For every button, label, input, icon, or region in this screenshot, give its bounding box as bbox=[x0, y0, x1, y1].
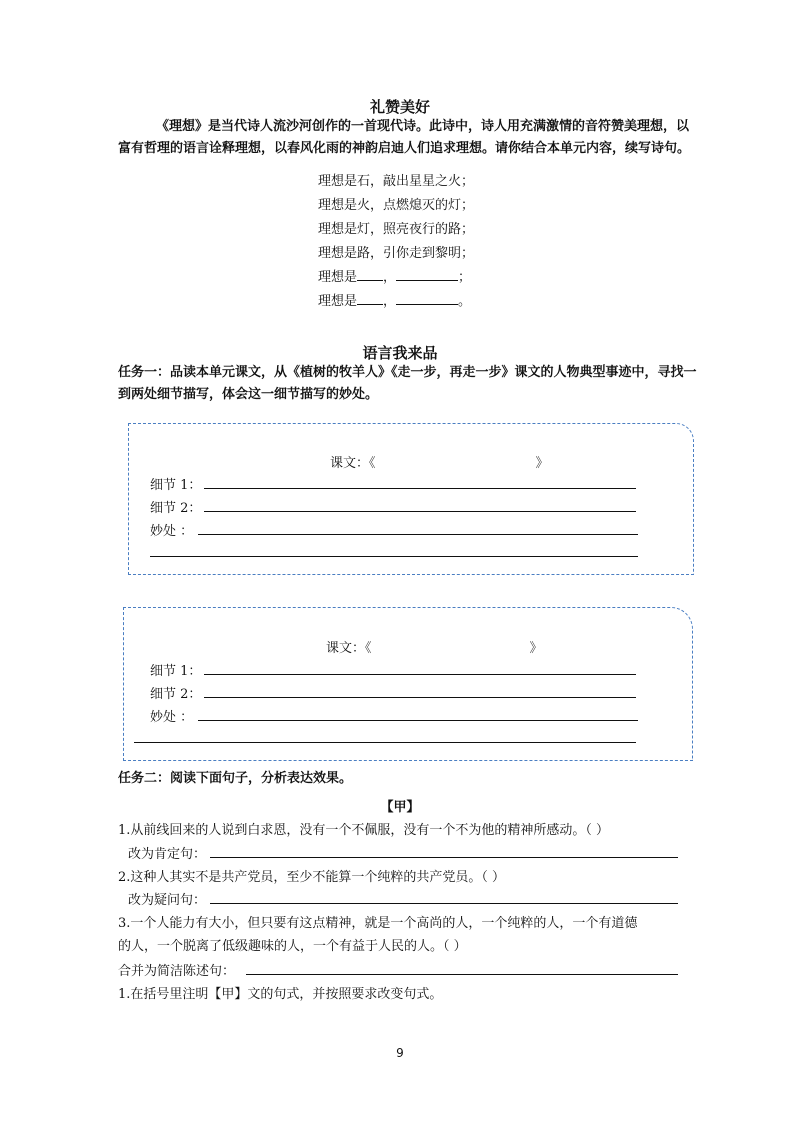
fill-comma: ， bbox=[383, 294, 397, 309]
poem-fill-line-2 bbox=[318, 290, 471, 309]
lesson-close: 》 bbox=[529, 641, 543, 656]
intro-text: 《理想》是当代诗人流沙河创作的一首现代诗。此诗中，诗人用充满激情的音符赞美理想，以富有哲理的语言诠释理想，以春风化雨的神韵启迪人们追求理想。请你结合本单元内容，续写诗句。 bbox=[118, 119, 691, 156]
fill-comma: ， bbox=[383, 270, 397, 285]
fill-blank-short[interactable] bbox=[357, 267, 383, 281]
detail-2-label: 细节 2： bbox=[150, 501, 202, 516]
merit-label: 妙处 ： bbox=[150, 710, 194, 725]
detail-2-line[interactable] bbox=[204, 697, 636, 698]
section-title-praise: 礼赞美好 bbox=[369, 98, 430, 116]
question-3-line-2: 的人，一个脱离了低级趣味的人，一个有益于人民的人。（ ） bbox=[118, 939, 467, 954]
question-3-answer-line[interactable] bbox=[246, 974, 678, 975]
merit-label: 妙处 ： bbox=[150, 524, 194, 539]
question-3-line-1: 3.一个人能力有大小，但只要有这点精神，就是一个高尚的人，一个纯粹的人，一个有道德 bbox=[118, 916, 638, 931]
question-1-answer-line[interactable] bbox=[210, 857, 678, 858]
poem-fill-line-1 bbox=[318, 266, 471, 285]
jia-label: 【甲】 bbox=[380, 800, 420, 815]
poem-line-3: 理想是灯，照亮夜行的路； bbox=[318, 222, 475, 237]
question-3-change-label: 合并为简洁陈述句： bbox=[118, 964, 236, 979]
fill-blank-long[interactable] bbox=[396, 267, 458, 281]
task-2-text: 任务二：阅读下面句子，分析表达效果。 bbox=[118, 771, 353, 786]
fill-prefix: 理想是 bbox=[318, 294, 358, 309]
fill-end: 。 bbox=[458, 294, 472, 309]
answer-box-2 bbox=[123, 607, 693, 761]
fill-blank-long[interactable] bbox=[396, 291, 458, 305]
section-title-language: 语言我来品 bbox=[362, 344, 438, 362]
lesson-open: 课文：《 bbox=[326, 641, 372, 656]
fill-blank-short[interactable] bbox=[357, 291, 383, 305]
question-2-change-label: 改为疑问句： bbox=[128, 893, 207, 908]
page-number: 9 bbox=[396, 1046, 404, 1060]
detail-2-label: 细节 2： bbox=[150, 687, 202, 702]
lesson-open: 课文：《 bbox=[330, 456, 376, 471]
question-1-change-label: 改为肯定句： bbox=[128, 847, 207, 862]
fill-prefix: 理想是 bbox=[318, 270, 358, 285]
detail-2-line[interactable] bbox=[204, 511, 636, 512]
detail-1-line[interactable] bbox=[204, 674, 636, 675]
lesson-close: 》 bbox=[535, 456, 549, 471]
detail-1-label: 细节 1： bbox=[150, 664, 202, 679]
merit-line[interactable] bbox=[198, 720, 638, 721]
answer-box-1 bbox=[128, 423, 694, 575]
detail-1-line[interactable] bbox=[204, 488, 636, 489]
poem-line-2: 理想是火，点燃熄灭的灯； bbox=[318, 198, 475, 213]
merit-line-2[interactable] bbox=[134, 742, 636, 743]
poem-line-4: 理想是路，引你走到黎明； bbox=[318, 246, 475, 261]
detail-1-label: 细节 1： bbox=[150, 478, 202, 493]
task-1-text: 任务一：品读本单元课文，从《植树的牧羊人》《走一步，再走一步》课文的人物典型事迹中，寻找一到两处细节描写，体会这一细节描写的妙处。 bbox=[118, 365, 697, 402]
fill-end: ； bbox=[458, 270, 472, 285]
question-1: 1.从前线回来的人说到白求恩，没有一个不佩服，没有一个不为他的精神所感动。（ ） bbox=[118, 823, 610, 838]
question-2-answer-line[interactable] bbox=[210, 903, 678, 904]
intro-paragraph bbox=[118, 116, 698, 160]
lesson-label-1 bbox=[330, 452, 549, 471]
merit-line[interactable] bbox=[198, 534, 638, 535]
question-2: 2.这种人其实不是共产党员，至少不能算一个纯粹的共产党员。（ ） bbox=[118, 870, 506, 885]
poem-line-1: 理想是石，敲出星星之火； bbox=[318, 174, 475, 189]
merit-line-2[interactable] bbox=[150, 556, 638, 557]
lesson-label-2 bbox=[326, 637, 543, 656]
instruction-text: 1.在括号里注明【甲】文的句式，并按照要求改变句式。 bbox=[118, 987, 443, 1002]
